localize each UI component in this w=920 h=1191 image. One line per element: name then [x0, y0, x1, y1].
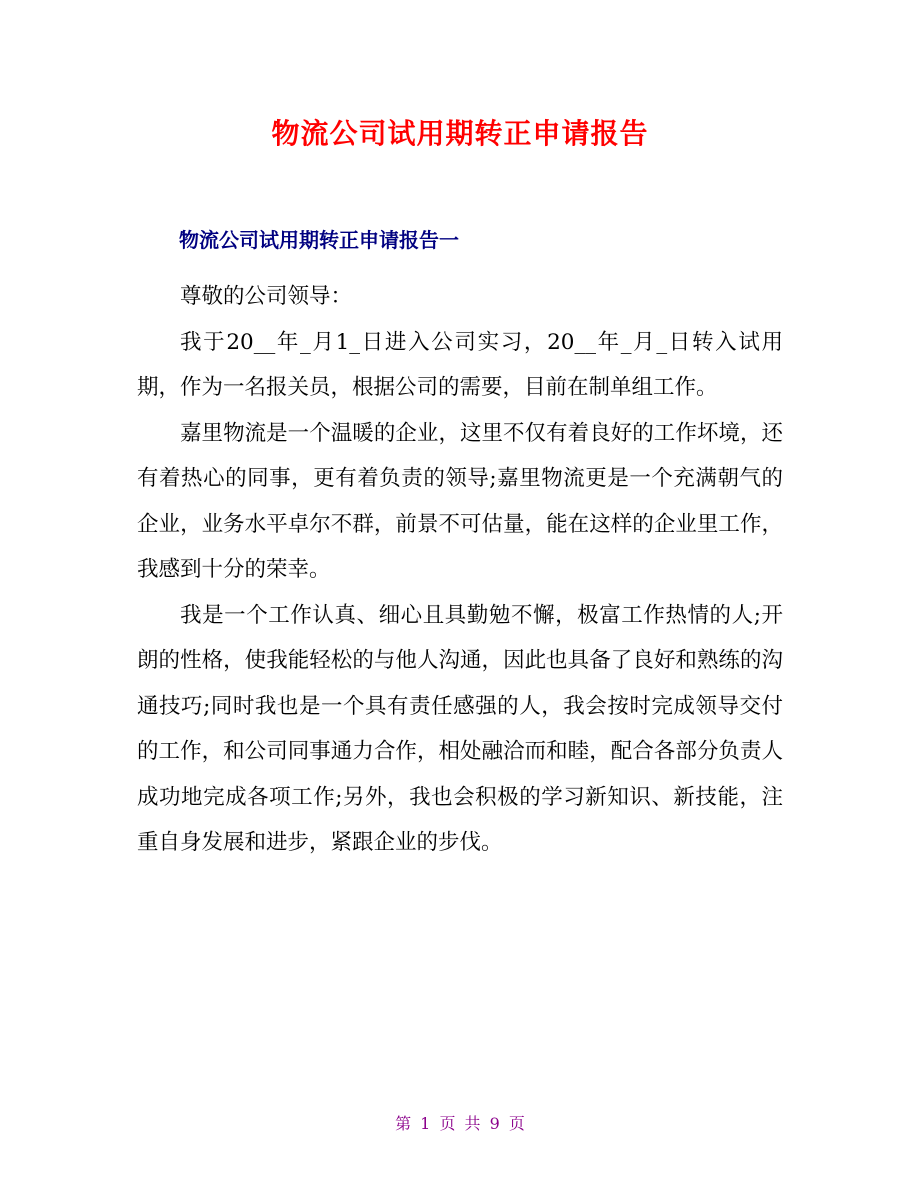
page-title: 物流公司试用期转正申请报告 [271, 117, 649, 150]
paragraph-intro: 我于20__年_月1_日进入公司实习，20__年_月_日转入试用期，作为一名报关员，根据公司的需要，目前在制单组工作。 [137, 329, 783, 400]
section-heading: 物流公司试用期转正申请报告一 [179, 228, 459, 252]
paragraph-company: 嘉里物流是一个温暖的企业，这里不仅有着良好的工作坏境，还有着热心的同事，更有着负责的领导;嘉里物流更是一个充满朝气的企业，业务水平卓尔不群，前景不可估量，能在这样的企业里工作，我感到十分的荣幸。 [137, 420, 783, 582]
page-footer: 第 1 页 共 9 页 [395, 1114, 525, 1133]
paragraph-self: 我是一个工作认真、细心且具勤勉不懈，极富工作热情的人;开朗的性格，使我能轻松的与他人沟通，因此也具备了良好和熟练的沟通技巧;同时我也是一个具有责任感强的人，我会按时完成领导交付的工作，和公司同事通力合作，相处融洽而和睦，配合各部分负责人成功地完成各项工作;另外，我也会积极的学习新知识、新技能，注重自身发展和进步，紧跟企业的步伐。 [137, 602, 783, 855]
salutation: 尊敬的公司领导： [180, 284, 353, 309]
document-body [137, 274, 783, 866]
